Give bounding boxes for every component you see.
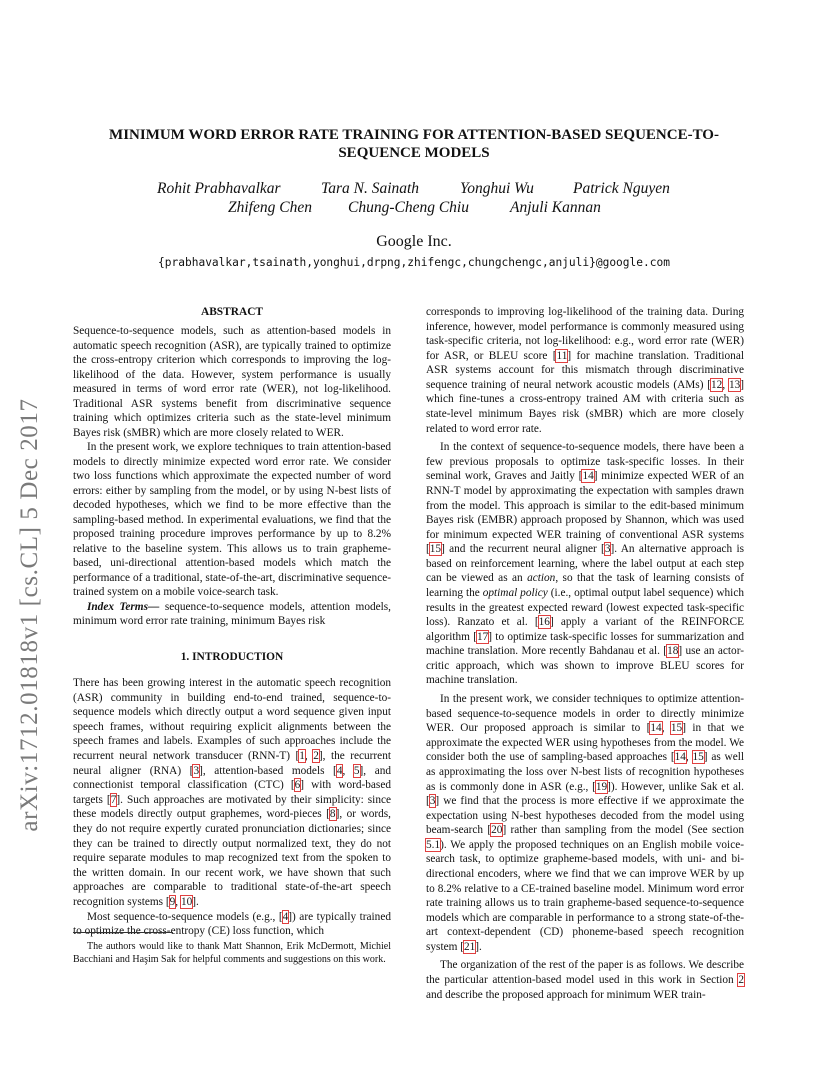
footnote-rule <box>73 932 173 933</box>
author-emails: {prabhavalkar,tsainath,yonghui,drpng,zhifengc,chungchengc,anjuli}@google.com <box>158 256 670 269</box>
index-terms: Index Terms— sequence-to-sequence models, attention models, minimum word error rate training, minimum Bayes risk <box>73 600 391 627</box>
section-heading-introduction: 1. INTRODUCTION <box>180 651 284 663</box>
citation-link[interactable]: 20 <box>491 824 503 837</box>
paper-title: MINIMUM WORD ERROR RATE TRAINING FOR ATTENTION-BASED SEQUENCE-TO-SEQUENCE MODELS <box>109 127 719 161</box>
intro-paragraph: There has been growing interest in the automatic speech recognition (ASR) community in building end-to-end trained, sequence-to-sequence models which directly output a word sequence given input speech frames, without requiring explicit alignments between the speech frames and labels. Examples of such approaches include the recurrent neural network transducer (RNN-T) [1, 2], the recurrent neural aligner (RNA) [3], attention-based models [4, 5], and connectionist temporal classification (CTC) [6] with word-based targets [7]. Such approaches are motivated by their simplicity: since these models directly output graphemes, word-pieces [8], or words, they do not require expertly curated pronunciation dictionaries; since they can be trained to directly output normalized text, they do not require separate modules to map recognized text from the spoken to the written domain. In our recent work, we have shown that such approaches are comparable to traditional state-of-the-art speech recognition systems [9, 10]. <box>73 677 392 908</box>
author: Chung-Cheng Chiu <box>348 199 469 216</box>
citation-link[interactable]: 14 <box>582 470 594 483</box>
body-paragraph: In the context of sequence-to-sequence models, there have been a few previous proposals to optimize task-specific losses. In their seminal work, Graves and Jaitly [14] minimize expected WER of an RNN-T model by approximating the expectation with samples drawn from the model. This approach is similar to the edit-based minimum Bayes risk (EMBR) approach proposed by Shannon, which was used for minimum expected WER training of conventional ASR systems [15] and the recurrent neural aligner [3]. An alternative approach is based on reinforcement learning, where the label output at each step can be viewed as an action, so that the task of learning consists of learning the optimal policy (i.e., optimal output label sequence) which results in the greatest expected reward (lowest expected task-specific loss). Ranzato et al. [16] apply a variant of the REINFORCE algorithm [17] to optimize task-specific losses for summarization and machine translation. More recently Bahdanau et al. [18] use an actor-critic approach, which was shown to improve BLEU scores for machine translation. <box>426 441 745 687</box>
section-link[interactable]: 5.1 <box>426 838 441 851</box>
citation-link[interactable]: 3 <box>193 764 200 777</box>
section-link[interactable]: 2 <box>738 974 744 987</box>
citation-link[interactable]: 14 <box>674 751 686 764</box>
abstract-paragraph: Sequence-to-sequence models, such as attention-based models in automatic speech recognition (ASR), are typically trained to optimize the cross-entropy criterion which corresponds to improving the log-likelihood of the data. However, system performance is usually measured in terms of word error rate (WER), not log-likelihood. Traditional ASR systems benefit from discriminative sequence training which optimizes criteria such as the state-level minimum Bayes risk (sMBR) which are more closely related to WER. <box>73 325 391 439</box>
citation-link[interactable]: 5 <box>353 764 360 777</box>
citation-link[interactable]: 10 <box>180 895 193 908</box>
author: Rohit Prabhavalkar <box>157 180 281 197</box>
abstract-heading: ABSTRACT <box>200 306 264 318</box>
intro-paragraph: Most sequence-to-sequence models (e.g., [4]) are typically trained to optimize the cross-entropy (CE) loss function, which <box>73 910 391 938</box>
author: Zhifeng Chen <box>228 199 312 216</box>
citation-link[interactable]: 3 <box>429 795 436 808</box>
citation-link[interactable]: 15 <box>429 543 442 556</box>
citation-link[interactable]: 8 <box>329 808 336 821</box>
right-column-body <box>426 305 744 1002</box>
citation-link[interactable]: 3 <box>604 543 611 556</box>
body-paragraph: The organization of the rest of the paper is as follows. We describe the particular attention-based model used in this work in Section 2 and describe the proposed approach for minimum WER train- <box>426 959 744 1001</box>
citation-link[interactable]: 6 <box>294 779 301 792</box>
citation-link[interactable]: 12 <box>711 378 723 391</box>
citation-link[interactable]: 16 <box>538 616 550 629</box>
citation-link[interactable]: 4 <box>336 764 343 777</box>
citation-link[interactable]: 2 <box>313 749 319 762</box>
citation-link[interactable]: 13 <box>728 378 741 391</box>
introduction-body <box>73 676 391 939</box>
abstract-paragraph: In the present work, we explore techniques to train attention-based models to directly minimize expected word error rate. We consider two loss functions which approximate the expected number of word errors: either by sampling from the model, or by using N-best lists of decoded hypotheses, which we find to be more effective than the sampling-based method. In experimental evaluations, we find that the proposed training procedure improves performance by up to 8.2% relative to the baseline system. This allows us to train grapheme-based, uni-directional attention-based models which match the performance of a traditional, state-of-the-art, discriminative sequence-trained system on a mobile voice-search task. <box>73 441 391 598</box>
citation-link[interactable]: 21 <box>463 940 476 953</box>
affiliation: Google Inc. <box>376 233 452 250</box>
citation-link[interactable]: 18 <box>667 645 679 658</box>
citation-link[interactable]: 11 <box>556 349 568 362</box>
citation-link[interactable]: 19 <box>595 780 608 793</box>
citation-link[interactable]: 1 <box>299 749 305 762</box>
citation-link[interactable]: 17 <box>476 630 489 643</box>
author: Anjuli Kannan <box>510 199 601 216</box>
citation-link[interactable]: 9 <box>169 895 176 908</box>
author: Tara N. Sainath <box>321 180 420 197</box>
citation-link[interactable]: 15 <box>692 751 704 764</box>
body-paragraph: In the present work, we consider techniques to optimize attention-based sequence-to-sequence models in order to directly minimize WER. Our proposed approach is similar to [14, 15] in that we approximate the expected WER using hypotheses from the model. We consider both the use of sampling-based approaches [14, 15] as well as approximating the loss over N-best lists of recognition hypotheses as is commonly done in ASR (e.g., [19]). However, unlike Sak et al. [3] we find that the process is more effective if we approximate the expectation using N-best hypotheses decoded from the model using beam-search [20] rather than sampling from the model (See section 5.1). We apply the proposed techniques on an English mobile voice-search task, to optimize grapheme-based models, with uni- and bi-directional encoders, where we find that we can improve WER by up to 8.2% relative to a CE-trained baseline model. Minimum word error rate training allows us to train grapheme-based sequence-to-sequence models which are comparable in performance to a strong state-of-the-art context-dependent (CD) phoneme-based speech recognition system [21]. <box>426 693 744 953</box>
citation-link[interactable]: 7 <box>110 793 117 806</box>
citation-link[interactable]: 4 <box>282 910 289 923</box>
body-paragraph: corresponds to improving log-likelihood of the training data. During inference, however, model performance is commonly measured using task-specific criteria, not log-likelihood: e.g., word error rate (WER) for ASR, or BLEU score [11] for machine translation. Traditional ASR systems account for this mismatch through discriminative sequence training of neural network acoustic models (AMs) [12, 13] which fine-tunes a cross-entropy trained AM with criteria such as state-level minimum Bayes risk (sMBR) which are more closely related to word error rate. <box>426 306 744 435</box>
abstract-body <box>73 324 391 629</box>
citation-link[interactable]: 15 <box>670 722 683 735</box>
author: Yonghui Wu <box>460 180 534 197</box>
arxiv-stamp: arXiv:1712.01818v1 [cs.CL] 5 Dec 2017 <box>16 398 43 832</box>
citation-link[interactable]: 14 <box>650 722 662 735</box>
acknowledgement-footnote: The authors would like to thank Matt Shannon, Erik McDermott, Michiel Bacchiani and Haşim Sak for helpful comments and suggestions on this work. <box>73 941 391 965</box>
author: Patrick Nguyen <box>573 180 670 197</box>
